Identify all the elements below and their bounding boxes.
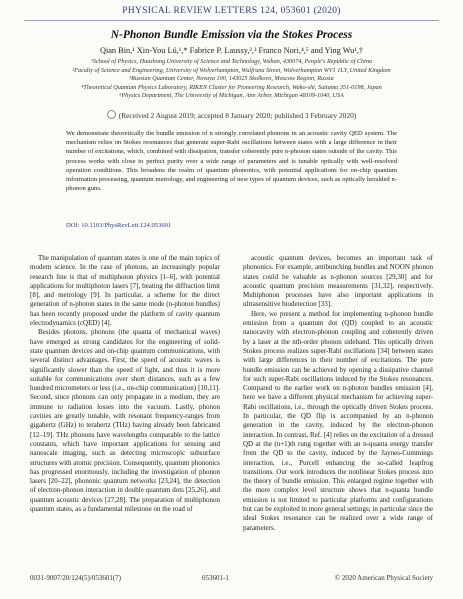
- received-dates: [0, 110, 463, 120]
- body-column-right: [243, 254, 433, 554]
- body-paragraph: Here, we present a method for implementing n-phonon bundle emission from a quantum dot (QD) coupled to an acoustic nanocavity with electron-phonon coupling and coherently driven by a laser at the nth-order phonon sideband. This optically driven Stokes process realizes super-Rabi oscillations [34] between states with large differences in their number of excitations. The pure bundle emission can be achieved by opening a dissipative channel for such super-Rabi oscillations induced by the Stokes resonances. Compared to the earlier work on n-photon bundles emission [4], here we have a different physical mechanism for achieving super-Rabi oscillations, i.e., through the optically driven Stokes process. In particular, the QD flip is accompanied by an n-phonon generation in the cavity, induced by the electron-phonon interaction. In contrast, Ref. [4] relies on the excitation of a dressed QD at the (n+1)th rung together with an n-quanta energy transfer from the QD to the cavity, induced by the Jaynes-Cummings interaction, i.e., Purcell enhancing the so-called leapfrog transitions. Our work introduces the nonlinear Stokes process into the theory of bundle emission. This enlarged regime together with the more complex level structure shows that n-quanta bundle emission is not limited to particular platforms and configurations but can be exploited in more general settings; in particular since the ideal Stokes resonance can be realized over a wide range of parameters.: [243, 309, 433, 532]
- body-paragraph: acoustic quantum devices, becomes an important task of phononics. For example, antibunching bundles and NOON phonon states could be valuable as n-phonon sources [29,30] and for acoustic quantum precision measurements [31,32], respectively. Multiphonon processes have also important applications in ultrasensitive biodetection [33].: [243, 254, 433, 309]
- affiliations: [30, 58, 433, 101]
- footer-code: 0031-9007/20/124(5)/053601(7): [30, 574, 121, 582]
- affiliation-3: ³Russian Quantum Center, Novaya 100, 143025 Skolkovo, Moscow Region, Russia: [129, 75, 334, 83]
- body-paragraph: The manipulation of quantum states is one of the main topics of modern science. In the case of photons, an increasingly popular research line is that of multiphoton physics [1–6], with potential applications for multiphoton lasers [7], beating the diffraction limit [8], and metrology [9]. In particular, a scheme for the direct generation of n-photon states in the same mode (n-photon bundles) has been recently proposed under the platform of cavity quantum electrodynamics (cQED) [4].: [30, 254, 220, 328]
- header-rule: [24, 20, 439, 21]
- body-column-left: [30, 254, 220, 554]
- abstract: We demonstrate theoretically the bundle emission of n strongly correlated phonons in an acoustic cavity QED system. The mechanism relies on Stokes resonances that generate super-Rabi oscillations between states with a large difference in their number of excitations, which, combined with dissipation, transfer coherently pure n-phonon states outside of the cavity. This process works with close to perfect purity over a wide range of parameters and is tunable optically with well-resolved operation conditions. This broadens the realm of quantum phononics, with potential applications for on-chip quantum information processing, quantum metrology, and engineering of new types of quantum devices, such as optically heralded n-phonon guns.: [66, 130, 397, 193]
- author-list: Qian Bin,¹ Xin-You Lü,¹,* Fabrice P. Laussy,²,³ Franco Nori,⁴,⁵ and Ying Wu¹,†: [99, 46, 364, 55]
- clock-icon: [107, 110, 116, 119]
- copyright: © 2020 American Physical Society: [334, 574, 433, 582]
- page-number: 053601-1: [202, 574, 229, 582]
- journal-header: PHYSICAL REVIEW LETTERS 124, 053601 (2020): [122, 6, 341, 16]
- affiliation-1: ¹School of Physics, Huazhong University of Science and Technology, Wuhan, 430074, People's Republic of China: [91, 58, 372, 65]
- doi-link[interactable]: DOI: 10.1103/PhysRevLett.124.053601: [66, 222, 172, 229]
- paper-title: N-Phonon Bundle Emission via the Stokes Process: [110, 29, 353, 41]
- received-text: (Received 2 August 2019; accepted 8 January 2020; published 3 February 2020): [118, 111, 357, 120]
- affiliation-2: ²Faculty of Science and Engineering, University of Wolverhampton, Wulfruna Street, Wolverhampton WV1 1LY, United Kingdom: [72, 66, 391, 74]
- body-paragraph: Besides photons, phonons (the quanta of mechanical waves) have emerged as strong candidates for the engineering of solid-state quantum devices and on-chip quantum communications, with several distinct advantages. First, the speed of acoustic waves is significantly slower than the speed of light, and thus it is more suitable for communications over short distances, such as a few hundred micrometers or less (i.e., on-chip communication) [10,11]. Second, since phonons can only propagate in a medium, they are immune to radiation losses into the vacuum. Lastly, phonon cavities are greatly tunable, with resonant frequency-ranges from gigahertz (GHz) to terahertz (THz) having already been fabricated [12–19]. THz phonons have wavelengths comparable to the lattice constants, which have important applications for sensing and nanoscale imaging, such as detecting microscopic subsurface structures with atomic precision. Consequently, quantum phononics has progressed enormously, including the investigation of phonon lasers [20–22], phononic quantum networks [23,24], the detection of electron-phonon interaction in double quantum dots [25,26], and quantum acoustic devices [27,28]. The preparation of multiphonon quantum states, as a fundamental milestone on the road of: [30, 328, 220, 514]
- affiliation-5: ⁵Physics Department, The University of Michigan, Ann Arbor, Michigan 48109-1040, USA: [119, 92, 344, 100]
- affiliation-4: ⁴Theoretical Quantum Physics Laboratory, RIKEN Cluster for Pioneering Research, Wako-shi, Saitama 351-0198, Japan: [81, 83, 382, 91]
